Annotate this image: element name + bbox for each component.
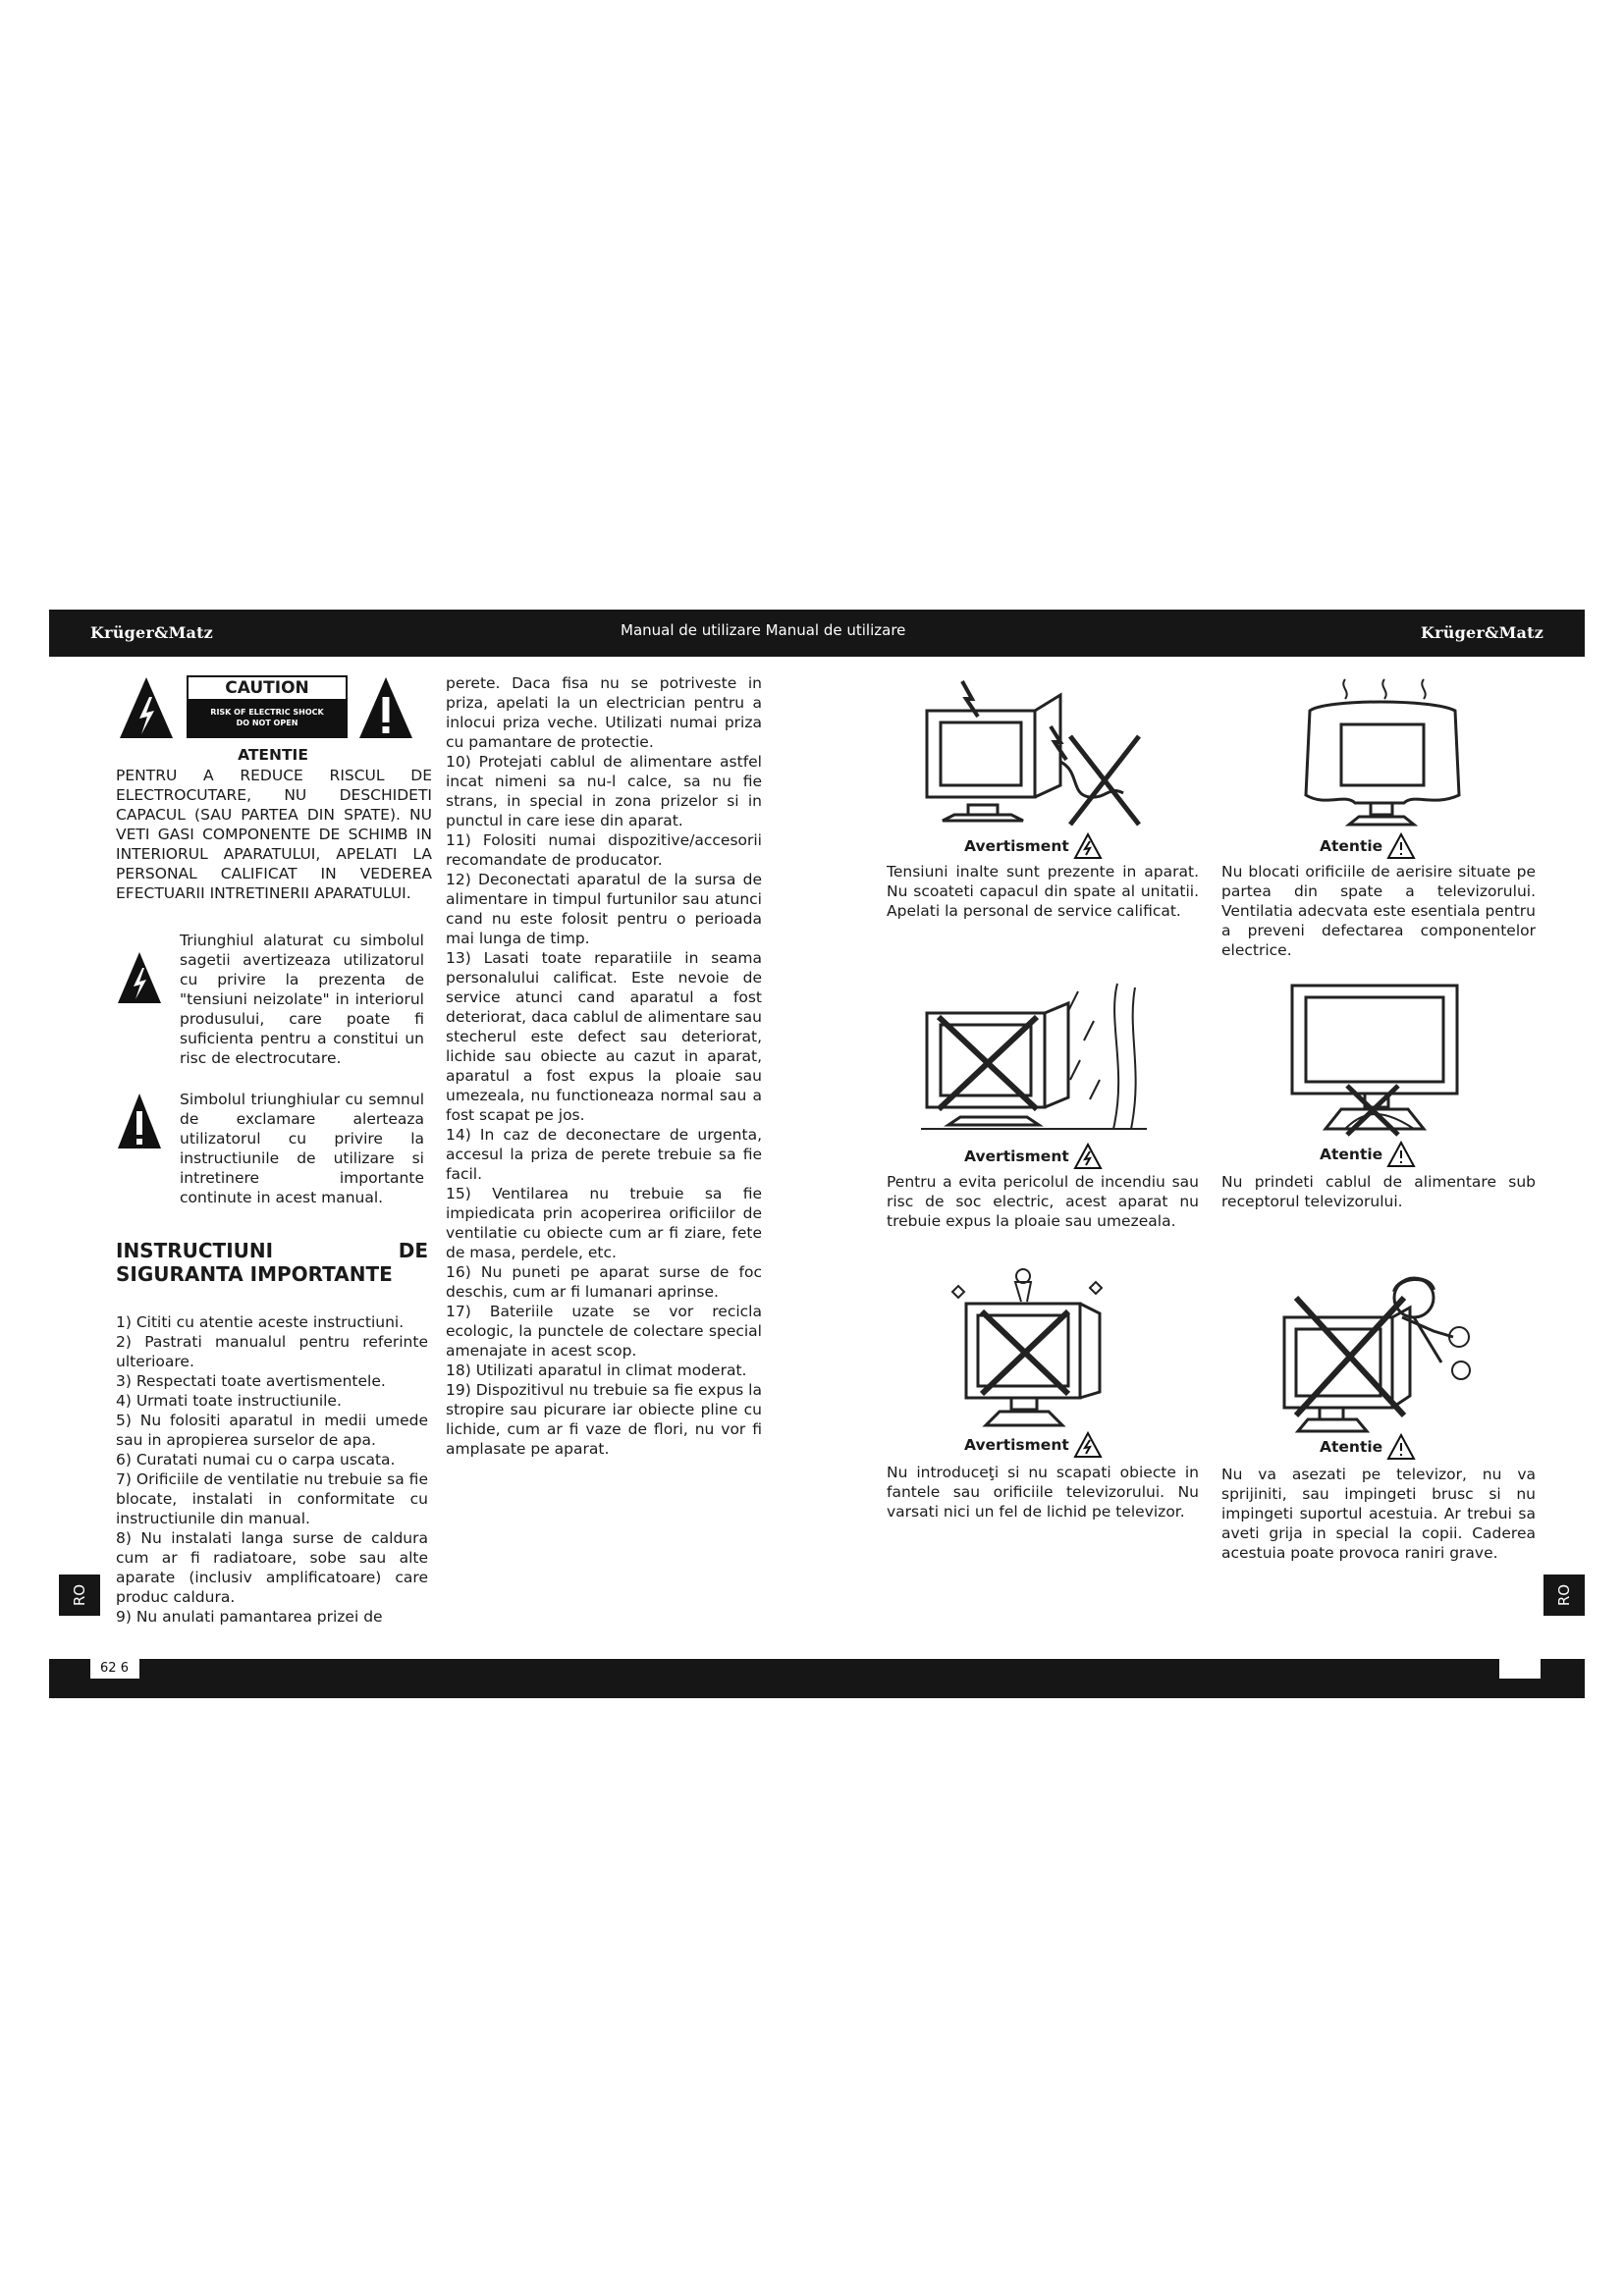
instructions-column-1 — [116, 1312, 428, 1627]
instruction-item: 15) Ventilarea nu trebuie sa fie impiedicata prin acoperirea orificiilor de ventilatie cu obiecte cum ar fi ziare, fete de masa, perdele, etc. — [446, 1185, 762, 1261]
tv-cable-illustration — [1286, 982, 1483, 1139]
instruction-item: 6) Curatati numai cu o carpa uscata. — [116, 1451, 396, 1468]
instruction-item: 2) Pastrati manualul pentru referinte ulterioare. — [116, 1333, 428, 1370]
instruction-item: 3) Respectati toate avertismentele. — [116, 1372, 386, 1390]
warning-text-2: Nu blocati orificiile de aerisire situate pe partea din spate a televizorului. Ventilatia adecvata este esentiala pentru a preveni defectarea componentelor electrice. — [1221, 863, 1536, 959]
instruction-item: 13) Lasati toate reparatiile in seama personalului calificat. Este nevoie de service atunci cand aparatul a fost deteriorat, daca cablul de alimentare sau stecherul este defect sau deteriorat, lichide sau obiecte au cazut in aparat, aparatul a fost expus la ploaie sau umezeala, nu functioneaza normal sau a fost scapat pe jos. — [446, 949, 762, 1124]
caution-line1: RISK OF ELECTRIC SHOCK — [210, 708, 324, 717]
tv-high-voltage-illustration — [913, 677, 1149, 834]
page-number-partial: 6 — [120, 1661, 129, 1676]
instruction-item: 16) Nu puneti pe aparat surse de foc deschis, cum ar fi lumanari aprinse. — [446, 1263, 762, 1301]
brand-logo-left: Krüger&Matz — [90, 623, 213, 642]
exclamation-small-icon — [1386, 832, 1416, 860]
instruction-item: 1) Cititi cu atentie aceste instructiuni. — [116, 1313, 405, 1331]
warning-title-3 — [964, 1143, 1103, 1170]
caution-subtitle — [189, 701, 346, 736]
exclamation-warning-icon — [357, 675, 414, 740]
lightning-warning-icon — [118, 675, 175, 740]
section-heading — [116, 1239, 428, 1286]
warning-title-text: Atentie — [1320, 1146, 1383, 1163]
language-tab-left — [59, 1575, 100, 1616]
exclamation-small-icon — [1386, 1433, 1416, 1461]
tv-covered-illustration — [1286, 677, 1483, 834]
header-title: Manual de utilizare Manual de utilizare — [621, 621, 906, 639]
lightning-small-icon — [1073, 1431, 1103, 1459]
instruction-item: 19) Dispozitivul nu trebuie sa fie expus la stropire sau picurare iar obiecte pline cu lichide, cum ar fi vaze de flori, nu vor fi amplasate pe aparat. — [446, 1381, 762, 1458]
language-tab-right — [1543, 1575, 1585, 1616]
warning-text-4: Nu prindeti cablul de alimentare sub receptorul televizorului. — [1221, 1173, 1536, 1210]
page-number-left — [90, 1659, 139, 1679]
warning-title-text: Atentie — [1320, 1438, 1383, 1456]
exclamation-small-icon — [1386, 1141, 1416, 1168]
exclamation-symbol-text: Simbolul triunghiular cu semnul de exclamare alerteaza utilizatorul cu privire la instructiunile de utilizare si intretinere importante continute in acest manual. — [180, 1091, 424, 1206]
caution-line2: DO NOT OPEN — [236, 719, 298, 727]
lightning-symbol-text: Triunghiul alaturat cu simbolul sagetii avertizeaza utilizatorul cu privire la prezenta de "tensiuni neizolate" in interiorul produsului, care poate fi suficienta pentru a constitui un risc de electrocutare. — [180, 932, 424, 1067]
atentie-title: ATENTIE — [238, 746, 308, 764]
warning-title-text: Avertisment — [964, 837, 1069, 855]
caution-label — [187, 675, 348, 738]
heading-line1-left: INSTRUCTIUNI — [116, 1239, 274, 1262]
tv-objects-illustration — [943, 1268, 1119, 1435]
exclamation-triangle-icon — [116, 1092, 163, 1150]
caution-title: CAUTION — [189, 677, 346, 701]
brand-logo-right: Krüger&Matz — [1421, 623, 1543, 642]
header-bar — [49, 610, 1585, 657]
lightning-small-icon — [1073, 832, 1103, 860]
instruction-item: 17) Bateriile uzate se vor recicla ecologic, la punctele de colectare special amenajate in acest scop. — [446, 1303, 762, 1360]
footer-bar — [49, 1659, 1585, 1698]
heading-line2: SIGURANTA IMPORTANTE — [116, 1262, 393, 1286]
warning-title-2 — [1320, 832, 1416, 860]
warning-title-text: Atentie — [1320, 837, 1383, 855]
warning-title-5 — [964, 1431, 1103, 1459]
warning-title-4 — [1320, 1141, 1416, 1168]
warning-title-text: Avertisment — [964, 1436, 1069, 1454]
instruction-item: 4) Urmati toate instructiunile. — [116, 1392, 342, 1410]
instruction-item: perete. Daca fisa nu se potriveste in priza, apelati la un electrician pentru a inlocui priza veche. Utilizati numai priza cu pamantare de protectie. — [446, 674, 762, 751]
instruction-item: 9) Nu anulati pamantarea prizei de — [116, 1608, 383, 1626]
tv-rain-illustration — [921, 982, 1157, 1139]
instruction-item: 10) Protejati cablul de alimentare astfel incat nimeni sa nu-l calce, sa nu fie strans, in special in zona prizelor si in punctul in care iese din aparat. — [446, 753, 762, 829]
instruction-item: 14) In caz de deconectare de urgenta, accesul la priza de perete trebuie sa fie facil. — [446, 1126, 762, 1183]
heading-line1 — [116, 1239, 428, 1262]
warning-title-text: Avertisment — [964, 1148, 1069, 1165]
language-tab-label: RO — [1554, 1583, 1573, 1607]
language-tab-label: RO — [70, 1583, 88, 1607]
warning-text-3: Pentru a evita pericolul de incendiu sau risc de soc electric, acest aparat nu trebuie expus la ploaie sau umezeala. — [887, 1173, 1199, 1230]
lightning-small-icon — [1073, 1143, 1103, 1170]
heading-line1-right: DE — [398, 1239, 428, 1262]
page-number: 62 — [100, 1661, 117, 1676]
warning-title-6 — [1320, 1433, 1416, 1461]
warning-text-1: Tensiuni inalte sunt prezente in aparat. Nu scoateti capacul din spate al unitatii. Apelati la personal de service calificat. — [887, 863, 1199, 920]
lightning-triangle-icon — [116, 950, 163, 1005]
instruction-item: 11) Folositi numai dispozitive/accesorii recomandate de producator. — [446, 831, 762, 869]
instruction-item: 12) Deconectati aparatul de la sursa de alimentare in timpul furtunilor sau atunci cand nu este folosit pentru o perioada mai lunga de timp. — [446, 871, 762, 947]
atentie-body: PENTRU A REDUCE RISCUL DE ELECTROCUTARE, NU DESCHIDETI CAPACUL (SAU PARTEA DIN SPATE). NU VETI GASI COMPONENTE DE SCHIMB IN INTERIORUL APARATULUI, APELATI LA PERSONAL CALIFICAT IN VEDEREA EFECTUARII INTRETINERII APARATULUI. — [116, 767, 432, 902]
warning-text-6: Nu va asezati pe televizor, nu va sprijiniti, sau impingeti brusc si nu impingeti suportul acestuia. Ar trebui sa aveti grija in special la copii. Caderea acestuia poate provoca raniri grave. — [1221, 1466, 1536, 1562]
warning-title-1 — [964, 832, 1103, 860]
tv-child-illustration — [1267, 1268, 1483, 1435]
warning-text-5: Nu introduceţi si nu scapati obiecte in fantele sau orificiile televizorului. Nu varsati nici un fel de lichid pe televizor. — [887, 1464, 1199, 1521]
instruction-item: 7) Orificiile de ventilatie nu trebuie sa fie blocate, instalati in conformitate cu instructiunile din manual. — [116, 1470, 428, 1527]
instruction-item: 8) Nu instalati langa surse de caldura cum ar fi radiatoare, sobe sau alte aparate (inclusiv amplificatoare) care produc caldura. — [116, 1529, 428, 1606]
instruction-item: 5) Nu folositi aparatul in medii umede sau in apropierea surselor de apa. — [116, 1412, 428, 1449]
instruction-item: 18) Utilizati aparatul in climat moderat. — [446, 1362, 747, 1379]
instructions-column-2 — [446, 673, 762, 1459]
page-number-right — [1499, 1659, 1541, 1679]
